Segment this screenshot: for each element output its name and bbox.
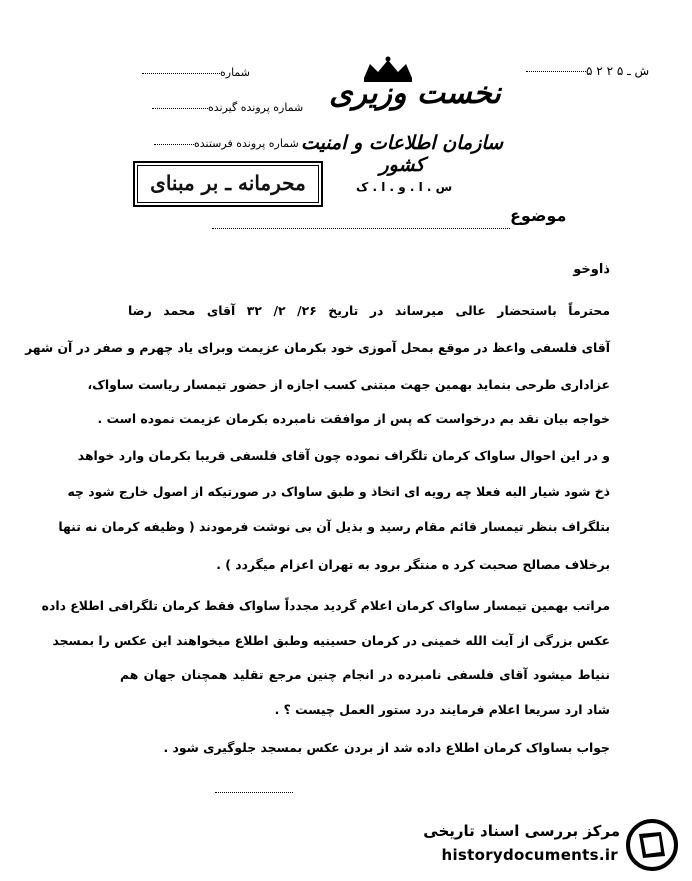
dotted-line [152,108,208,109]
dotted-line [526,71,586,72]
organization-title: سازمان اطلاعات و امنیت کشور [300,132,504,176]
form-field-recipient-file [146,101,303,114]
ministry-title: نخست وزیری [329,76,501,111]
document-number-value: ش ـ ۵ ۲ ۲ ۵ [586,64,650,78]
form-field-sender-file [148,137,299,150]
body-line: آقای فلسفی واعظ در موقع بمحل آموزی خود بکرمان عزیمت وبرای یاد چهرم و صفر در آن شهر [25,340,610,355]
archive-logo-icon [625,818,679,872]
body-line: محترماً باستحضار عالی میرساند در تاریخ ۲۶/ ۲/ ۳۲ آقای محمد رضا [128,303,611,318]
body-line: عزاداری طرحی بنماید بهمین جهت مبتنی کسب اجازه از حضور تیمسار ریاست ساواک، [87,377,610,392]
stamp-text: محرمانه ـ بر مبنای [150,171,306,195]
body-line: ننیاط میشود آقای فلسفی نامبرده در انجام چنین مرجع تقلید همچنان جهان هم [120,667,610,682]
form-field-label: شماره پرونده فرستنده [194,137,299,150]
watermark-title: مرکز بررسی اسناد تاریخی [423,822,620,840]
body-line: عکس بزرگی از آیت الله خمینی در کرمان حسینیه وطبق اطلاع میخواهند این عکس را بمسجد [52,633,610,648]
document-number [520,64,649,78]
watermark-url: historydocuments.ir [441,846,618,864]
body-line: شاد ارد سریعا اعلام فرمایند درد ستور العمل چیست ؟ . [274,702,610,717]
body-line: ذخ شود شیار البه فعلا چه رویه ای اتخاذ و طبق ساواک در صورتیکه از اصول خارج شود چه [67,484,610,499]
closing-dotted-line [215,792,293,793]
reference-code: س . ا . و . ا . ک [356,180,453,194]
salutation: ذاوخو [573,262,610,277]
body-line: خواجه بیان نقد بم درخواست که پس از موافقت نامبرده بکرمان عزیمت نموده است . [97,411,610,426]
classification-stamp [133,161,323,207]
form-field-label: شماره پرونده گیرنده [208,101,304,114]
dotted-line [142,73,220,74]
form-field-label: شماره [220,66,251,79]
dotted-line [154,144,194,145]
body-line: و در این احوال ساواک کرمان تلگراف نموده چون آقای فلسفی قریبا بکرمان وارد خواهد [77,448,610,463]
subject-dotted-line [212,228,510,229]
body-line: برخلاف مصالح صحبت کرد ه منتگر برود به تهران اعزام میگردد ) . [216,557,610,572]
body-line: بتلگراف بنظر تیمسار قائم مقام رسید و بذیل آن بی نوشت فرمودند ( وظیفه کرمان نه تنها [58,519,610,534]
subject-label: موضوع [510,206,567,225]
form-field-number [136,66,250,79]
body-line: مراتب بهمین تیمسار ساواک کرمان اعلام گردید مجدداً ساواک فقط کرمان تلگرافی اطلاع داده [41,598,610,613]
body-line: جواب بساواک کرمان اطلاع داده شد از بردن عکس بمسجد جلوگیری شود . [163,740,610,755]
